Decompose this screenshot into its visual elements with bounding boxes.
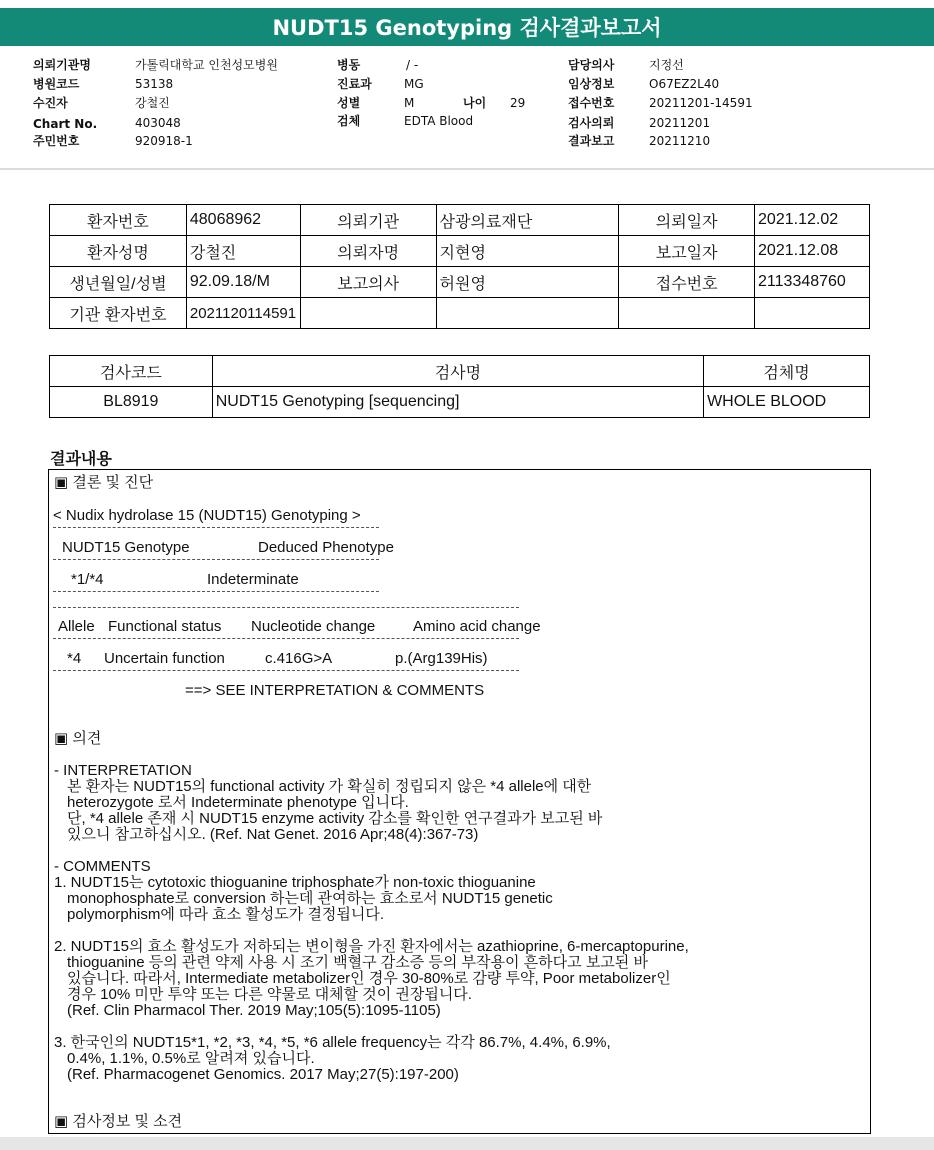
- test-code: BL8919: [50, 387, 213, 418]
- header-label: 병동: [337, 58, 361, 72]
- comment-line: polymorphism에 따라 효소 활성도가 결정됩니다.: [67, 906, 385, 923]
- header-value: 강철진: [135, 96, 170, 110]
- divider: [53, 638, 519, 639]
- result-section-title: 결과내용: [50, 449, 112, 468]
- table-cell: [436, 298, 619, 329]
- comment-line: 1. NUDT15는 cytotoxic thioguanine triphosphate가 non-toxic thioguanine: [54, 874, 536, 891]
- header-label: 의뢰기관명: [33, 58, 91, 72]
- geno-header-genotype: NUDT15 Genotype: [62, 539, 190, 556]
- allele-cell: *4: [67, 650, 82, 667]
- divider: [53, 559, 379, 560]
- table-cell: 의뢰기관: [300, 205, 436, 236]
- header-label: 검사의뢰: [568, 116, 615, 130]
- header-value: 20211201-14591: [649, 96, 753, 110]
- header-label: 검체: [337, 114, 361, 128]
- header-label: 결과보고: [568, 134, 615, 148]
- age-label: 나이: [463, 96, 487, 110]
- phenotype-value: Indeterminate: [207, 571, 299, 588]
- interpretation-line: 본 환자는 NUDT15의 functional activity 가 확실히 정립되지 않은 *4 allele에 대한: [67, 778, 592, 795]
- interpretation-line: 단, *4 allele 존재 시 NUDT15 enzyme activity 감소를 확인한 연구결과가 보고된 바: [67, 810, 603, 827]
- table-header-row: [50, 356, 870, 387]
- table-cell: 보고일자: [619, 236, 755, 267]
- comment-line: thioguanine 등의 관련 약제 사용 시 조기 백혈구 감소증 등의 부작용이 흔하다고 보고된 바: [67, 954, 648, 971]
- genotype-value: *1/*4: [71, 571, 104, 588]
- patient-info-table: [49, 204, 870, 329]
- header-value: EDTA Blood: [404, 114, 474, 128]
- table-cell: [755, 298, 870, 329]
- column-header: 검사명: [212, 356, 703, 387]
- allele-cell: c.416G>A: [265, 650, 333, 667]
- table-cell: 환자번호: [50, 205, 187, 236]
- comment-line: (Ref. Clin Pharmacol Ther. 2019 May;105(5):1095-1105): [67, 1002, 441, 1019]
- header-value: MG: [404, 77, 424, 91]
- report-header: [0, 52, 934, 172]
- table-cell: 접수번호: [619, 267, 755, 298]
- header-label: 임상정보: [568, 77, 615, 91]
- table-cell: 2021.12.08: [755, 236, 870, 267]
- table-cell: 강철진: [186, 236, 300, 267]
- comment-line: 있습니다. 따라서, Intermediate metabolizer인 경우 30-80%로 감량 투약, Poor metabolizer인: [67, 970, 671, 987]
- header-value: 20211201: [649, 116, 711, 130]
- column-header: 검사코드: [50, 356, 213, 387]
- column-header: 검체명: [704, 356, 870, 387]
- comment-line: 3. 한국인의 NUDT15*1, *2, *3, *4, *5, *6 allele frequency는 각각 86.7%, 4.4%, 6.9%,: [54, 1034, 611, 1051]
- header-value: 20211210: [649, 134, 711, 148]
- table-cell: 지현영: [436, 236, 619, 267]
- table-row: [50, 236, 870, 267]
- table-cell: 2021120114591: [186, 298, 300, 329]
- divider: [53, 670, 519, 671]
- table-cell: 48068962: [186, 205, 300, 236]
- interpretation-line: heterozygote 로서 Indeterminate phenotype 입니다.: [67, 794, 409, 811]
- header-label: Chart No.: [33, 117, 98, 131]
- comment-line: 경우 10% 미만 투약 또는 다른 약물로 대체할 것이 권장됩니다.: [67, 986, 472, 1003]
- test-table: [49, 355, 870, 418]
- bottom-bar: [0, 1137, 934, 1150]
- table-cell: 생년월일/성별: [50, 267, 187, 298]
- report-title: NUDT15 Genotyping 검사결과보고서: [0, 8, 934, 46]
- specimen-name: WHOLE BLOOD: [704, 387, 870, 418]
- allele-header: Amino acid change: [413, 618, 541, 635]
- allele-cell: Uncertain function: [104, 650, 225, 667]
- header-label: 주민번호: [33, 134, 80, 148]
- comment-line: 2. NUDT15의 효소 활성도가 저하되는 변이형을 가진 환자에서는 azathioprine, 6-mercaptopurine,: [54, 938, 689, 955]
- test-name: NUDT15 Genotyping [sequencing]: [212, 387, 703, 418]
- header-label: 병원코드: [33, 77, 80, 91]
- divider: [53, 591, 379, 592]
- table-row: [50, 267, 870, 298]
- table-cell: 의뢰일자: [619, 205, 755, 236]
- header-label: 접수번호: [568, 96, 615, 110]
- allele-header: Allele: [58, 618, 95, 635]
- table-cell: 보고의사: [300, 267, 436, 298]
- test-info-title: ▣ 검사정보 및 소견: [54, 1113, 183, 1130]
- header-value: 53138: [135, 77, 174, 91]
- table-cell: 허원영: [436, 267, 619, 298]
- table-row: [50, 387, 870, 418]
- table-cell: [300, 298, 436, 329]
- interpretation-title: - INTERPRETATION: [54, 762, 192, 779]
- header-label: 진료과: [337, 77, 372, 91]
- genotyping-title: < Nudix hydrolase 15 (NUDT15) Genotyping >: [53, 507, 361, 524]
- table-row: [50, 205, 870, 236]
- interpretation-line: 있으니 참고하십시오. (Ref. Nat Genet. 2016 Apr;48(4):367-73): [67, 826, 479, 843]
- comment-line: (Ref. Pharmacogenet Genomics. 2017 May;27(5):197-200): [67, 1066, 459, 1083]
- table-cell: 삼광의료재단: [436, 205, 619, 236]
- table-cell: 92.09.18/M: [186, 267, 300, 298]
- comments-title: - COMMENTS: [54, 858, 151, 875]
- header-value: 가톨릭대학교 인천성모병원: [135, 58, 278, 72]
- table-cell: 2113348760: [755, 267, 870, 298]
- header-value: / -: [406, 58, 419, 72]
- header-label: 담당의사: [568, 58, 615, 72]
- conclusion-title: ▣ 결론 및 진단: [54, 474, 154, 491]
- table-cell: 환자성명: [50, 236, 187, 267]
- geno-header-phenotype: Deduced Phenotype: [258, 539, 394, 556]
- header-value: M: [404, 96, 415, 110]
- opinion-title: ▣ 의견: [54, 730, 102, 747]
- table-cell: [619, 298, 755, 329]
- table-row: [50, 298, 870, 329]
- age-value: 29: [510, 96, 526, 110]
- allele-header: Nucleotide change: [251, 618, 376, 635]
- header-label: 수진자: [33, 96, 68, 110]
- header-value: 지정선: [649, 58, 684, 72]
- comment-line: monophosphate로 conversion 하는데 관여하는 효소로서 NUDT15 genetic: [67, 890, 553, 907]
- header-value: 403048: [135, 116, 181, 130]
- allele-header: Functional status: [108, 618, 222, 635]
- header-value: 920918-1: [135, 134, 193, 148]
- header-value: O67EZ2L40: [649, 77, 720, 91]
- divider: [53, 527, 379, 528]
- table-cell: 기관 환자번호: [50, 298, 187, 329]
- header-label: 성별: [337, 96, 361, 110]
- divider: [53, 607, 519, 608]
- header-divider: [0, 168, 934, 170]
- see-note: ==> SEE INTERPRETATION & COMMENTS: [185, 682, 485, 699]
- table-cell: 의뢰자명: [300, 236, 436, 267]
- table-cell: 2021.12.02: [755, 205, 870, 236]
- comment-line: 0.4%, 1.1%, 0.5%로 알려져 있습니다.: [67, 1050, 315, 1067]
- allele-cell: p.(Arg139His): [395, 650, 488, 667]
- result-box: [48, 469, 871, 1134]
